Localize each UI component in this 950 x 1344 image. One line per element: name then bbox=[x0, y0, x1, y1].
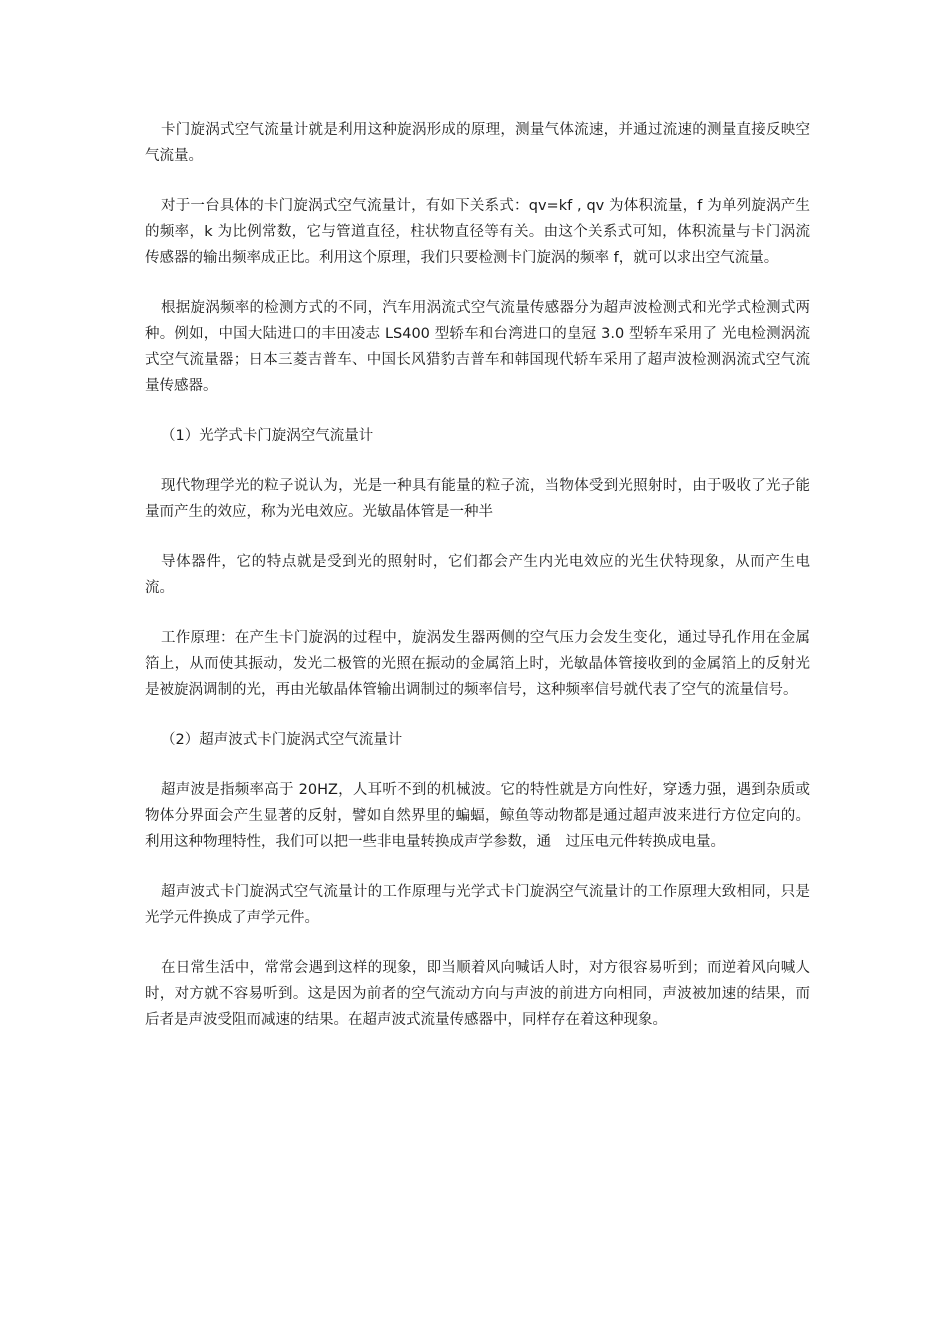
paragraph-ultrasonic-definition: 超声波是指频率高于 20HZ，人耳听不到的机械波。它的特性就是方向性好，穿透力强，遇到杂质或物体分界面会产生显著的反射，譬如自然界里的蝙蝠，鲸鱼等动物都是通过超声波来进行方位定向的。利用这种物理特性，我们可以把一些非电量转换成声学参数，通 过压电元件转换成电量。 bbox=[145, 782, 810, 850]
paragraph-formula: 对于一台具体的卡门旋涡式空气流量计，有如下关系式：qv=kf , qv 为体积流量，f 为单列旋涡产生的频率，k 为比例常数，它与管道直径，柱状物直径等有关。由这个关系式可知，体积流量与卡门涡流传感器的输出频率成正比。利用这个原理，我们只要检测卡门旋涡的频率 f，就可以求出空气流量。 bbox=[145, 198, 810, 266]
paragraph-ultrasonic-principle: 超声波式卡门旋涡式空气流量计的工作原理与光学式卡门旋涡空气流量计的工作原理大致相同，只是光学元件换成了声学元件。 bbox=[145, 884, 810, 926]
paragraph-daily-life: 在日常生活中，常常会遇到这样的现象，即当顺着风向喊话人时，对方很容易听到；而逆着风向喊人时，对方就不容易听到。这是因为前者的空气流动方向与声波的前进方向相同，声波被加速的结果，而后者是声波受阻而减速的结果。在超声波式流量传感器中，同样存在着这种现象。 bbox=[145, 960, 810, 1028]
paragraph-karman-principle: 卡门旋涡式空气流量计就是利用这种旋涡形成的原理，测量气体流速，并通过流速的测量直接反映空气流量。 bbox=[145, 122, 810, 164]
paragraph-semiconductor: 导体器件，它的特点就是受到光的照射时，它们都会产生内光电效应的光生伏特现象，从而产生电流。 bbox=[145, 554, 810, 596]
paragraph-detection-methods: 根据旋涡频率的检测方式的不同，汽车用涡流式空气流量传感器分为超声波检测式和光学式检测式两种。例如，中国大陆进口的丰田凌志 LS400 型轿车和台湾进口的皇冠 3.0 型轿车采用了 光电检测涡流式空气流量器；日本三菱吉普车、中国长风猎豹吉普车和韩国现代轿车采用了超声波检测涡流式空气流量传感器。 bbox=[145, 300, 810, 394]
section-heading-ultrasonic: （2）超声波式卡门旋涡式空气流量计 bbox=[161, 732, 403, 748]
paragraph-working-principle: 工作原理：在产生卡门旋涡的过程中，旋涡发生器两侧的空气压力会发生变化，通过导孔作用在金属箔上，从而使其振动，发光二极管的光照在振动的金属箔上时，光敏晶体管接收到的金属箔上的反射光是被旋涡调制的光，再由光敏晶体管输出调制过的频率信号，这种频率信号就代表了空气的流量信号。 bbox=[145, 630, 810, 698]
document-body bbox=[145, 117, 810, 1057]
paragraph-photoelectric-effect: 现代物理学光的粒子说认为，光是一种具有能量的粒子流，当物体受到光照射时，由于吸收了光子能量而产生的效应，称为光电效应。光敏晶体管是一种半 bbox=[145, 478, 810, 520]
section-heading-optical: （1）光学式卡门旋涡空气流量计 bbox=[161, 428, 374, 444]
